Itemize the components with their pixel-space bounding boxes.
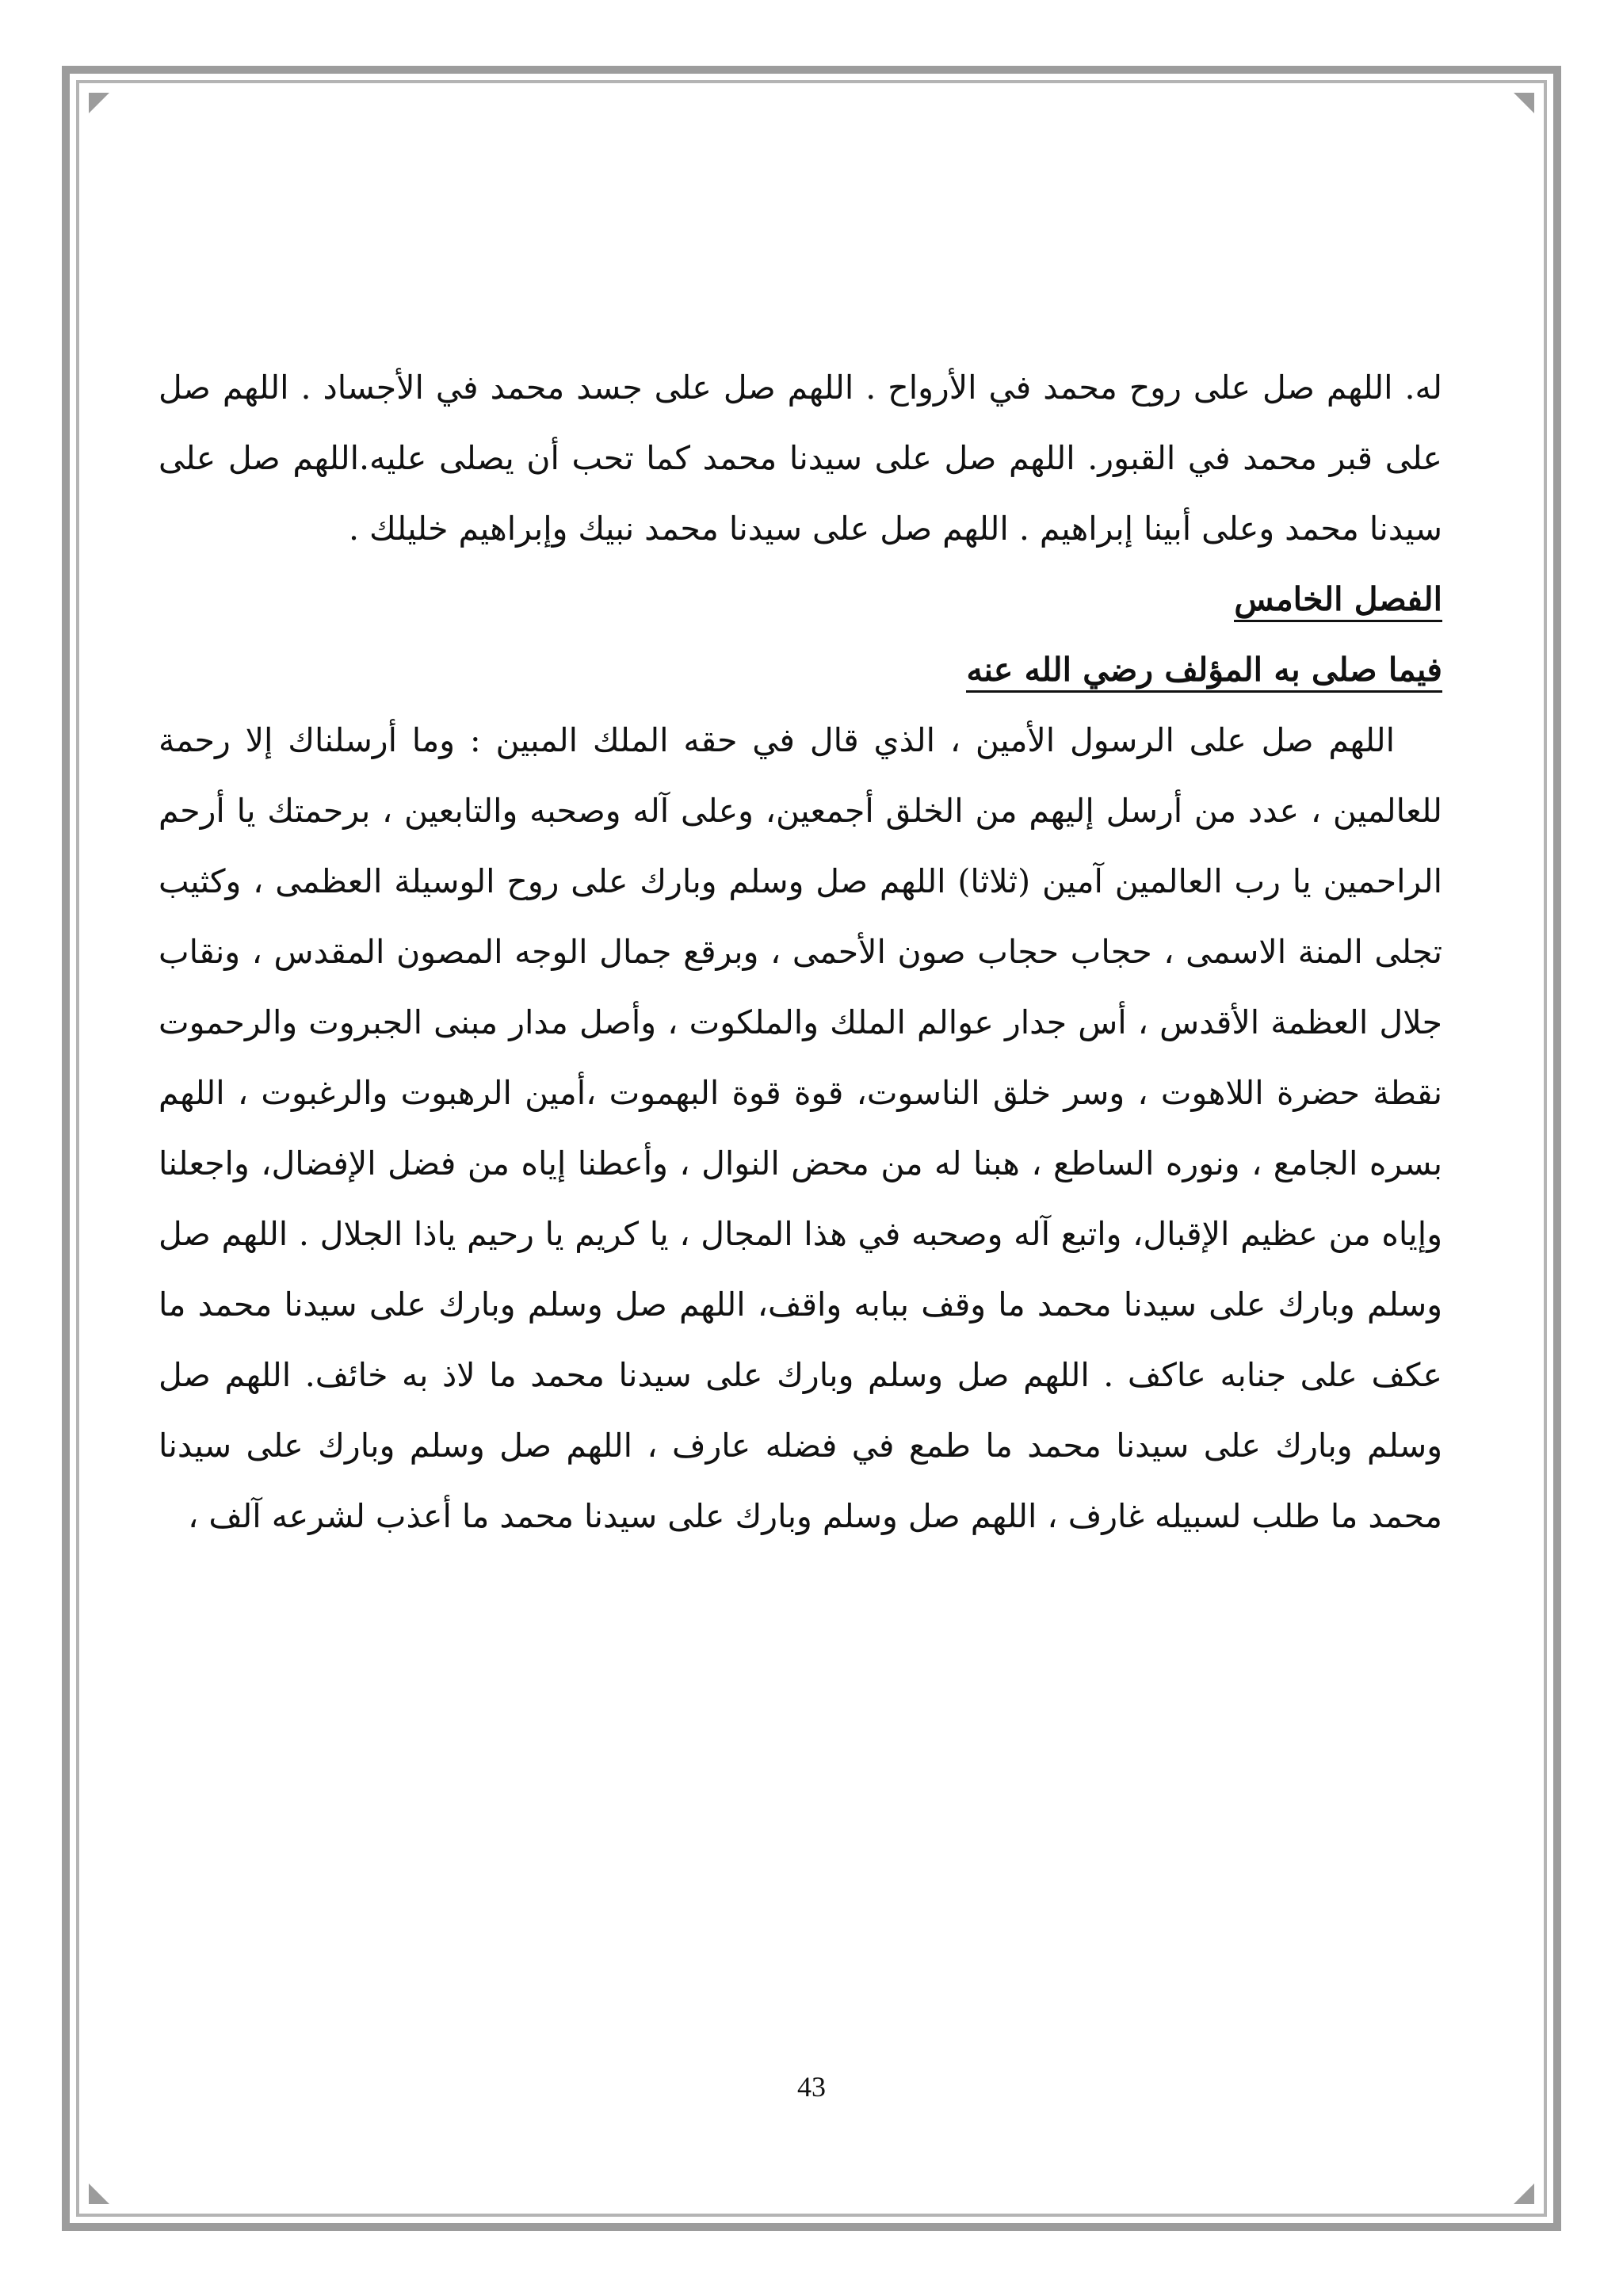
prayer-paragraph: اللهم صل على الرسول الأمين ، الذي قال في حقه الملك المبين : وما أرسلناك إلا رحمة للعالمين ، عدد من أرسل إليهم من الخلق أجمعين، وعلى آله وصحبه والتابعين ، برحمتك يا أرحم الراحمين يا رب العالمين آمين (ثلاثا) اللهم صل وسلم وبارك على روح الوسيلة العظمى ، وكثيب تجلى المنة الاسمى ، حجاب حجاب صون الأحمى ، وبرقع جمال الوجه المصون المقدس ، ونقاب جلال العظمة الأقدس ، أس جدار عوالم الملك والملكوت ، وأصل مدار مبنى الجبروت والرحموت نقطة حضرة اللاهوت ، وسر خلق الناسوت، قوة قوة البهموت ،أمين الرهبوت والرغبوت ، اللهم بسره الجامع ، ونوره الساطع ، هبنا له من محض النوال ، وأعطنا إياه من فضل الإفضال، واجعلنا وإياه من عظيم الإقبال، واتبع آله وصحبه في هذا المجال ، يا كريم يا رحيم ياذا الجلال . اللهم صل وسلم وبارك على سيدنا محمد ما وقف ببابه واقف، اللهم صل وسلم وبارك على سيدنا محمد ما عكف على جنابه عاكف . اللهم صل وسلم وبارك على سيدنا محمد ما لاذ به خائف. اللهم صل وسلم وبارك على سيدنا محمد ما طمع في فضله عارف ، اللهم صل وسلم وبارك على سيدنا محمد ما طلب لسبيله غارف ، اللهم صل وسلم وبارك على سيدنا محمد ما أعذب لشرعه آلف ، [158, 721, 1442, 1535]
page-body [158, 353, 1442, 1552]
chapter-subtitle-text: فيما صلى به المؤلف رضي الله عنه [966, 651, 1442, 693]
corner-ornament-top-right [1514, 93, 1534, 113]
corner-ornament-bottom-right [1514, 2183, 1534, 2204]
chapter-subtitle [158, 635, 1442, 705]
corner-ornament-top-left [89, 93, 109, 113]
chapter-title [158, 564, 1442, 635]
corner-ornament-bottom-left [89, 2183, 109, 2204]
chapter-title-text: الفصل الخامس [1234, 580, 1442, 622]
continuation-paragraph: له. اللهم صل على روح محمد في الأرواح . اللهم صل على جسد محمد في الأجساد . اللهم صل على قبر محمد في القبور. اللهم صل على سيدنا محمد كما تحب أن يصلى عليه.اللهم صل على سيدنا محمد وعلى أبينا إبراهيم . اللهم صل على سيدنا محمد نبيك وإبراهيم خليلك . [158, 369, 1442, 548]
page-number: 43 [797, 2071, 826, 2103]
